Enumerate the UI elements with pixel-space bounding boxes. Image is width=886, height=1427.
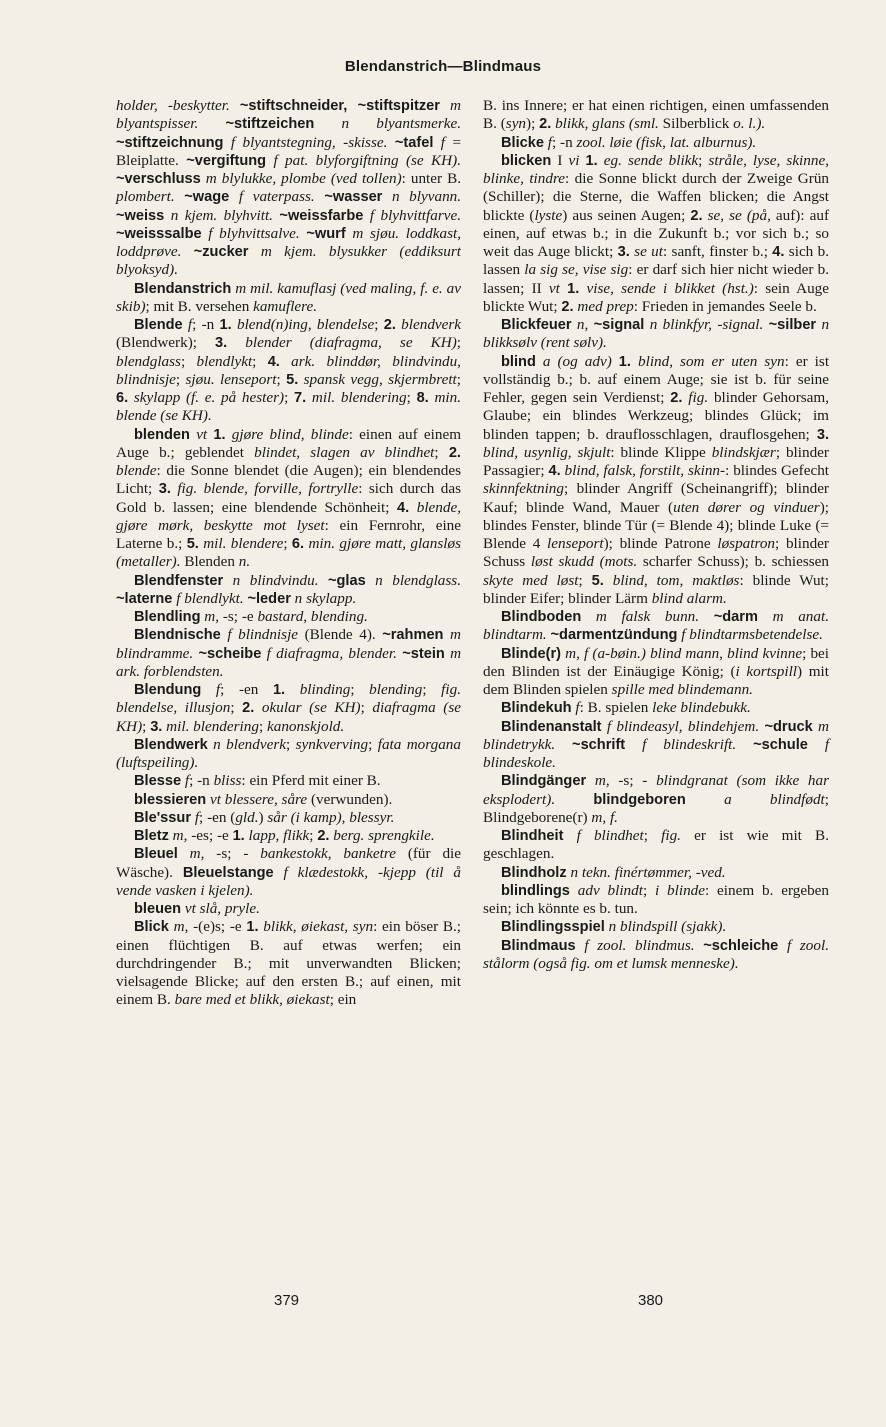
dictionary-entry: bleuen vt slå, pryle. [134, 900, 260, 917]
dictionary-entry: Blickfeuer n, ~signal n blinkfyr, -signal. ~silber n blikksølv (rent sølv). [483, 316, 830, 352]
dictionary-entry: Blinde(r) m, f (a-bøin.) blind mann, blind kvinne; bei den Blinden ist der Einäugige König; (i kortspill) mit dem Blinden spielen spille med blindemann. [483, 644, 829, 698]
dictionary-entry: Blindenanstalt f blindeasyl, blindehjem. ~druck m blindetrykk. ~schrift f blindeskrift. ~schule f blindeskole. [483, 717, 830, 771]
dictionary-entry: Blindekuh f: B. spielen leke blindebukk. [501, 699, 751, 717]
dictionary-entry: blind a (og adv) 1. blind, som er uten syn: er ist vollständig b.; b. auf einem Auge; sie ist b. für seine Fehler, gegen sein Verdienst; 2. fig. blinder Gehorsam, Glaube; ein blindes Werkzeug; blindes Glück; im blinden tappen; b. drauflosschlagen, drauflosgehen; 3. blind, usynlig, skjult: blinde Klippe blindskjær; blinder Passagier; 4. blind, falsk, forstilt, skinn-: blindes Gefecht skinnfektning; blinder Angriff (Scheinangriff); blinder Kauf; blinde Wand, Mauer (uten dører og vinduer); blindes Fenster, blinde Tür (= Blende 4); blinde Luke (= Blende 4 lenseport); blinde Patrone løspatron; blinder Schuss løst skudd (mots. scharfer Schuss); b. schiessen skyte med løst; 5. blind, tom, maktløs: blinde Wut; blinder Eifer; blinder Lärm blind alarm. [483, 352, 830, 607]
dictionary-entry: Blendwerk n blendverk; synkverving; fata morgana (luftspeiling). [116, 735, 461, 771]
dictionary-entry: Blindholz n tekn. finértømmer, -ved. [501, 863, 726, 881]
dictionary-entry: Blindgänger m, -s; - blindgranat (som ikke har eksplodert). blindgeboren a blindfødt; Blindgeborene(r) m, f. [483, 772, 830, 826]
dictionary-entry: Blindmaus f zool. blindmus. ~schleiche f zool. stålorm (også fig. om et lumsk menneske). [483, 936, 830, 972]
dictionary-entry: Bleuel m, -s; - bankestokk, banketre (für die Wäsche). Bleuelstange f klædestokk, -kjepp (til å vende vasken i kjelen). [116, 845, 462, 899]
dictionary-entry: Blendanstrich m mil. kamuflasj (ved maling, f. e. av skib); mit B. versehen kamuflere. [116, 279, 461, 315]
dictionary-entry: Blindboden m falsk bunn. ~darm m anat. blindtarm. ~darmentzündung f blindtarmsbetendelse. [483, 608, 830, 644]
right-column [483, 97, 829, 973]
dictionary-entry: Blendung f; -en 1. blinding; blending; fig. blendelse, illusjon; 2. okular (se KH); diafragma (se KH); 3. mil. blendering; kanonskjold. [116, 681, 461, 735]
dictionary-entry: holder, -beskytter. ~stiftschneider, ~stiftspitzer m blyantspisser. ~stiftzeichen n blyantsmerke. ~stiftzeichnung f blyantstegning, -skisse. ~tafel f = Bleiplatte. ~vergiftung f pat. blyforgiftning (se KH). ~verschluss m blylukke, plombe (ved tollen): unter B. plombert. ~wage f vaterpass. ~wasser n blyvann. ~weiss n kjem. blyhvitt. ~weissfarbe f blyhvittfarve. ~weisssalbe f blyhvittsalve. ~wurf m sjøu. loddkast, loddprøve. ~zucker m kjem. blysukker (eddiksurt blyoksyd). [116, 97, 462, 279]
dictionary-entry: blenden vt 1. gjøre blind, blinde: einen auf einem Auge b.; geblendet blindet, slagen av blindhet; 2. blende: die Sonne blendet (die Augen); ein blendendes Licht; 3. fig. blende, forville, fortrylle: sich durch das Gold b. lassen; eine blendende Schönheit; 4. blende, gjøre mørk, beskytte mot lyset: ein Fernrohr, eine Laterne b.; 5. mil. blendere; 6. min. gjøre matt, glansløs (metaller). Blenden n. [116, 425, 462, 571]
dictionary-entry: Blendfenster n blindvindu. ~glas n blendglass. ~laterne f blendlykt. ~leder n skylapp. [116, 571, 461, 607]
running-head: Blendanstrich—Blindmaus [344, 58, 542, 75]
dictionary-entry: Blick m, -(e)s; -e 1. blikk, øiekast, syn: ein böser B.; einen flüchtigen B. auf etwas werfen; ein durchdringender B.; mit unverwandten Blicken; vielsagende Blicke; auf den ersten B.; auf einen, mit einem B. bare med et blikk, øiekast; ein [116, 918, 462, 1009]
dictionary-entry: Blende f; -n 1. blend(n)ing, blendelse; 2. blendverk (Blendwerk); 3. blender (diafragma, se KH); blendglass; blendlykt; 4. ark. blinddør, blindvindu, blindnisje; sjøu. lenseport; 5. spansk vegg, skjermbrett; 6. skylapp (f. e. på hester); 7. mil. blendering; 8. min. blende (se KH). [116, 316, 462, 425]
dictionary-entry: Ble'ssur f; -en (gld.) sår (i kamp), blessyr. [134, 808, 395, 826]
dictionary-entry: Blindlingsspiel n blindspill (sjakk). [501, 918, 727, 936]
dictionary-entry: Blendnische f blindnisje (Blende 4). ~rahmen m blindramme. ~scheibe f diafragma, blender. ~stein m ark. forblendsten. [116, 626, 462, 680]
dictionary-entry: B. ins Innere; er hat einen richtigen, einen umfassenden B. (syn); 2. blikk, glans (sml. Silberblick o. l.). [483, 97, 829, 133]
dictionary-entry: Blendling m, -s; -e bastard, blending. [134, 608, 368, 625]
dictionary-entry: blessieren vt blessere, såre (verwunden). [134, 790, 393, 808]
page-number-left: 379 [274, 1292, 300, 1309]
page-number-right: 380 [638, 1292, 664, 1309]
dictionary-entry: Blindheit f blindhet; fig. er ist wie mit B. geschlagen. [483, 827, 829, 863]
dictionary-entry: Blicke f; -n zool. løie (fisk, lat. alburnus). [501, 133, 757, 151]
dictionary-entry: Blesse f; -n bliss: ein Pferd mit einer B. [134, 772, 381, 790]
dictionary-entry: Bletz m, -es; -e 1. lapp, flikk; 2. berg. sprengkile. [134, 827, 435, 844]
dictionary-entry: blicken I vi 1. eg. sende blikk; stråle, lyse, skinne, blinke, tindre: die Sonne blickt durch der Zweige Grün (Schiller); die Sterne, die Waffen blicken; die Angst blickte (lyste) aus seinen Augen; 2. se, se (på, auf): auf einen, auf etwas b.; in die Zukunft b.; vor sich b.; so weit das Auge blickt; 3. se ut: sanft, finster b.; 4. sich b. lassen la sig se, vise sig: er darf sich hier nicht wieder b. lassen; II vt 1. vise, sende i blikket (hst.): sein Auge blickte Wut; 2. med prep: Frieden in jemandes Seele b. [483, 151, 830, 315]
left-column [116, 97, 461, 1010]
dictionary-entry: blindlings adv blindt; i blinde: einem b. ergeben sein; ich könnte es b. tun. [483, 881, 829, 917]
